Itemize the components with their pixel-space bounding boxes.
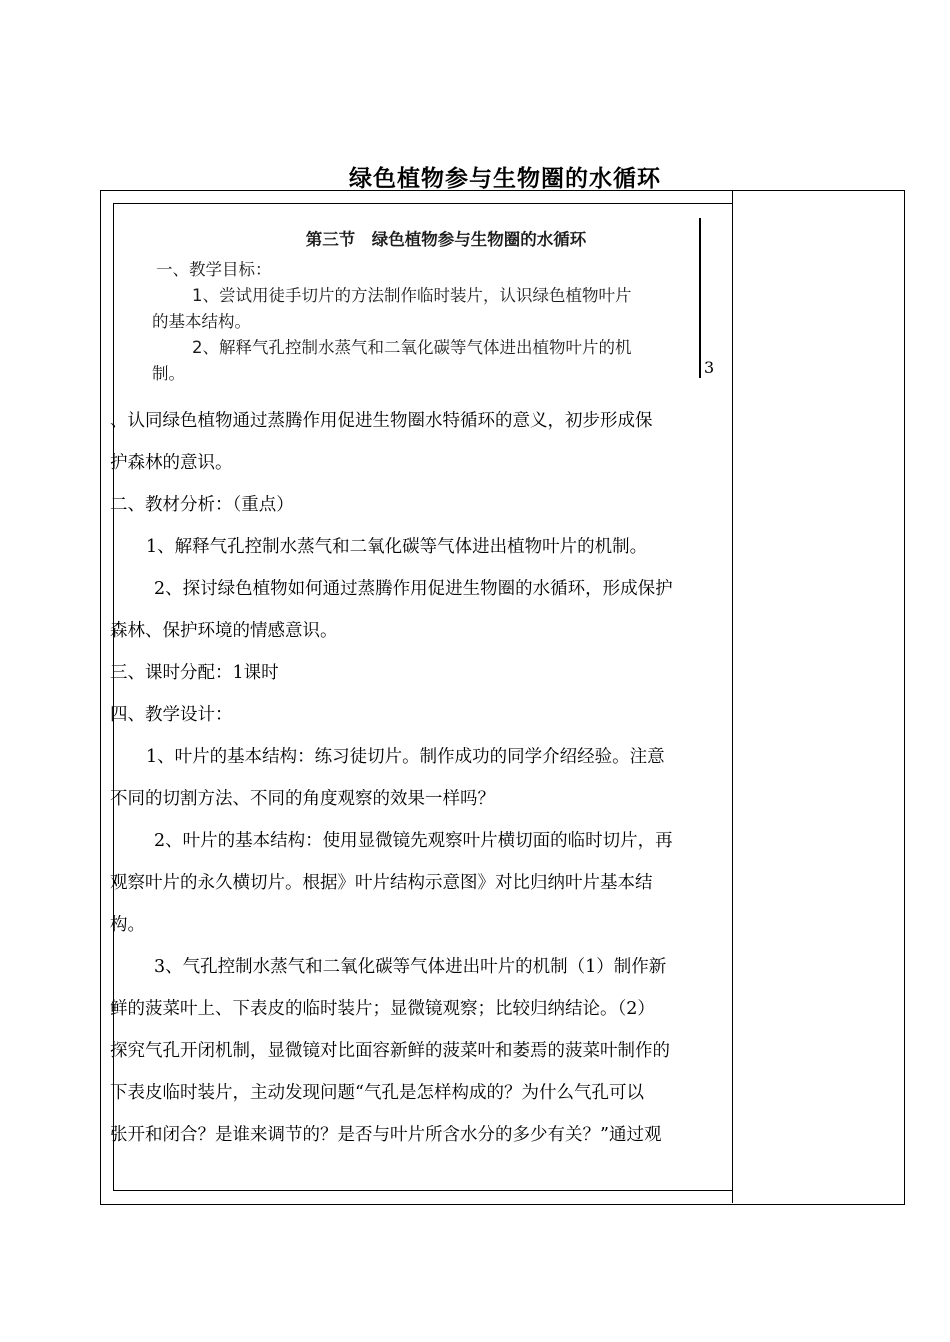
section-2-item-1: 1、解释气孔控制水蒸气和二氧化碳等气体进出植物叶片的机制。 [146,537,648,557]
lesson-body [110,400,725,1156]
section-4-item-1-line-b: 不同的切割方法、不同的角度观察的效果一样吗？ [110,789,495,809]
section-2-item-2-line-b: 森林、保护环境的情感意识。 [110,621,338,641]
section-4-item-2-line-a: 2、叶片的基本结构：使用显微镜先观察叶片横切面的临时切片，再 [154,831,673,851]
embedded-line-2: 的基本结构。 [152,312,251,331]
section-4-item-3-line-e: 张开和闭合？是谁来调节的？是否与叶片所含水分的多少有关？”通过观 [110,1125,662,1145]
embedded-line-3: 2、解释气孔控制水蒸气和二氧化碳等气体进出植物叶片的机 [192,338,632,357]
embedded-section-title: 第三节 绿色植物参与生物圈的水循环 [305,230,587,249]
embedded-line-1: 1、尝试用徒手切片的方法制作临时装片，认识绿色植物叶片 [192,286,632,305]
section-4-item-3-line-a: 3、气孔控制水蒸气和二氧化碳等气体进出叶片的机制（1）制作新 [154,957,667,977]
section-4-item-2-line-b: 观察叶片的永久横切片。根据》叶片结构示意图》对比归纳叶片基本结 [110,873,653,893]
section-4-heading: 四、教学设计： [110,705,233,725]
section-4-item-3-line-d: 下表皮临时装片，主动发现问题“气孔是怎样构成的？为什么气孔可以 [110,1083,644,1103]
embedded-line-4: 制。 [152,364,185,383]
section-3-heading: 三、课时分配：1课时 [110,663,279,683]
embedded-heading: 一、教学目标： [156,260,272,279]
objective-3-line-b: 护森林的意识。 [110,453,233,473]
section-4-item-3-line-b: 鲜的菠菜叶上、下表皮的临时装片；显微镜观察；比较归纳结论。（2） [110,999,655,1019]
section-4-item-1-line-a: 1、叶片的基本结构：练习徒切片。制作成功的同学介绍经验。注意 [146,747,665,767]
section-4-item-3-line-c: 探究气孔开闭机制，显微镜对比面容新鲜的菠菜叶和萎焉的菠菜叶制作的 [110,1041,670,1061]
objective-3-line-a: 、认同绿色植物通过蒸腾作用促进生物圈水特循环的意义，初步形成保 [110,411,653,431]
page-mark: 3 [704,358,715,377]
embedded-objectives-image [152,227,700,387]
table-column-divider [732,190,733,1203]
table-inner-bottom-line [113,1190,732,1191]
document-title: 绿色植物参与生物圈的水循环 [349,166,661,192]
embedded-image-edge [699,218,701,378]
section-2-heading: 二、教材分析：（重点） [110,495,294,515]
section-4-item-2-line-c: 构。 [110,915,145,935]
table-inner-top-line [113,203,732,204]
section-2-item-2-line-a: 2、探讨绿色植物如何通过蒸腾作用促进生物圈的水循环，形成保护 [154,579,673,599]
